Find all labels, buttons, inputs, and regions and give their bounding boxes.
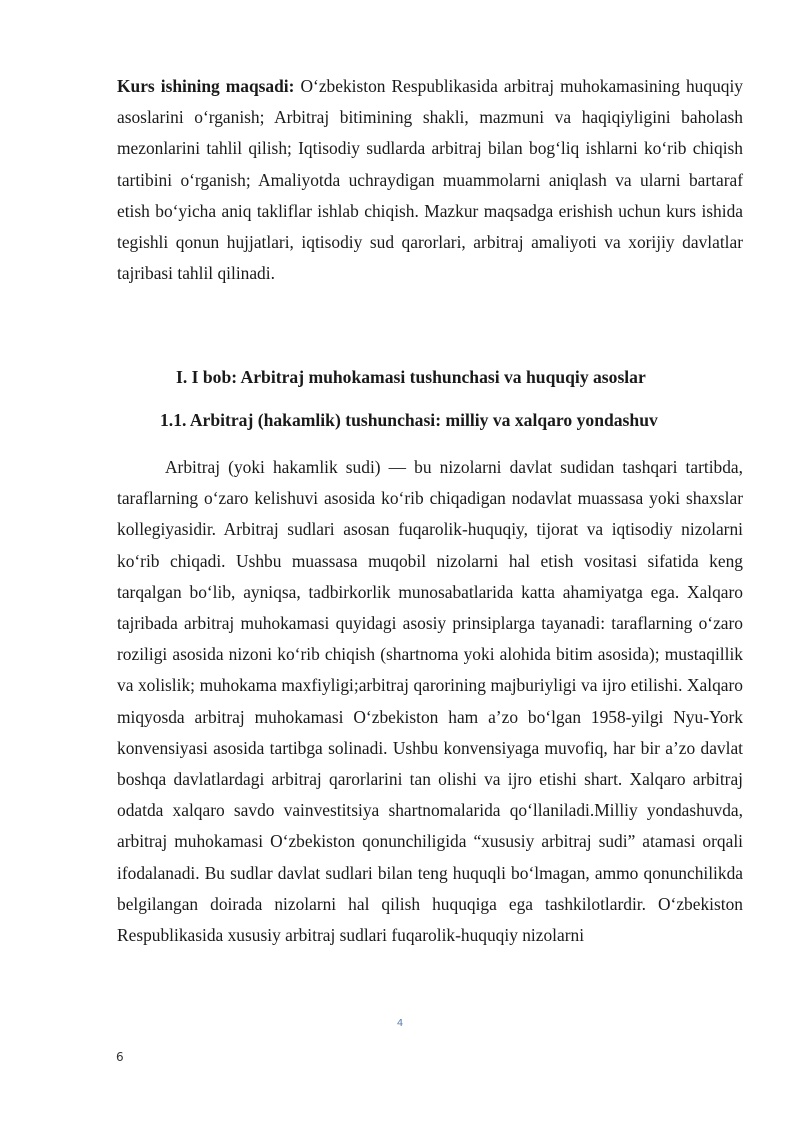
page-number-center: 4 [396,1018,404,1029]
chapter-heading: I. I bob: Arbitraj muhokamasi tushunchasi va huquqiy asoslar [176,367,646,387]
intro-paragraph [117,71,743,289]
section-heading: 1.1. Arbitraj (hakamlik) tushunchasi: milliy va xalqaro yondashuv [160,410,658,430]
intro-text: O‘zbekiston Respublikasida arbitraj muhokamasining huquqiy asoslarini o‘rganish; Arbitraj bitimining shakli, mazmuni va haqiqiyligini baholash mezonlarini tahlil qilish; Iqtisodiy sudlarda arbitraj bilan bog‘liq ishlarni ko‘rib chiqish tartibini o‘rganish; Amaliyotda uchraydigan muammolarni aniqlash va ularni bartaraf etish bo‘yicha aniq takliflar ishlab chiqish. Mazkur maqsadga erishish uchun kurs ishida tegishli qonun hujjatlari, iqtisodiy sud qarorlari, arbitraj amaliyoti va xorijiy davlatlar tajribasi tahlil qilinadi. [117,76,743,284]
body-paragraph: Arbitraj (yoki hakamlik sudi) — bu nizolarni davlat sudidan tashqari tartibda, taraflarning o‘zaro kelishuvi asosida ko‘rib chiqadigan nodavlat muassasa yoki shaxslar kollegiyasidir. Arbitraj sudlari asosan fuqarolik-huquqiy, tijorat va iqtisodiy nizolarni ko‘rib chiqadi. Ushbu muassasa muqobil nizolarni hal etish vositasi sifatida keng tarqalgan bo‘lib, ayniqsa, tadbirkorlik munosabatlarida katta ahamiyatga ega. Xalqaro tajribada arbitraj muhokamasi quyidagi asosiy prinsiplarga tayanadi: taraflarning o‘zaro roziligi asosida nizoni ko‘rib chiqish (shartnoma yoki alohida bitim asosida); mustaqillik va xolislik; muhokama maxfiyligi;arbitraj qarorining majburiyligi va ijro etilishi. Xalqaro miqyosda arbitraj muhokamasi O‘zbekiston ham a’zo bo‘lgan 1958-yilgi Nyu-York konvensiyasi asosida tartibga solinadi. Ushbu konvensiyaga muvofiq, har bir a’zo davlat boshqa davlatlardagi arbitraj qarorlarini tan olishi va ijro etishi shart. Xalqaro arbitraj odatda xalqaro savdo vainvestitsiya shartnomalarida qo‘llaniladi.Milliy yondashuvda, arbitraj muhokamasi O‘zbekiston qonunchiligida “xususiy arbitraj sudi” atamasi orqali ifodalanadi. Bu sudlar davlat sudlari bilan teng huquqli bo‘lmagan, ammo qonunchilikda belgilangan doirada nizolarni hal qilish huquqiga ega tashkilotlardir. O‘zbekiston Respublikasida xususiy arbitraj sudlari fuqarolik-huquqiy nizolarni [117,457,743,946]
intro-lead: Kurs ishining maqsadi: [117,76,295,96]
page-number-left: 6 [116,1050,124,1064]
